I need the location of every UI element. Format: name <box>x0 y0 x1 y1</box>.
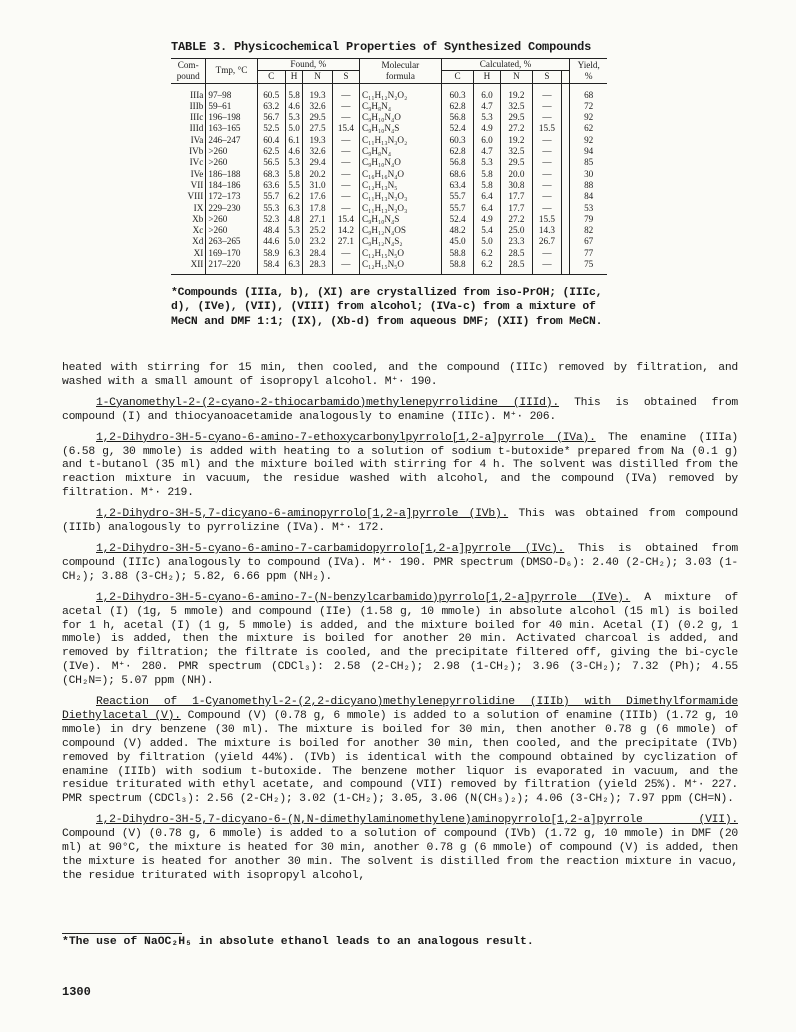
found-cell: 56.7 <box>257 112 285 123</box>
table-row <box>171 203 607 214</box>
calc-cell: — <box>533 112 561 123</box>
calc-cell: 28.5 <box>500 259 533 275</box>
found-cell: 27.1 <box>303 214 332 225</box>
formula-cell: C₁₂H₁₃N₅ <box>360 180 442 191</box>
yield-cell: 92 <box>570 135 607 146</box>
calc-cell: 23.3 <box>500 236 533 247</box>
formula-cell: C₁₂H₁₅N₅O <box>360 248 442 259</box>
calc-cell: 6.0 <box>474 135 500 146</box>
found-cell: 56.5 <box>257 157 285 168</box>
found-cell: — <box>332 157 359 168</box>
calc-spacer <box>561 83 570 101</box>
table-footnote: *Compounds (IIIa, b), (XI) are crystallized from iso-PrOH; (IIIc, d), (IVe), (VII), (VIII) from alcohol; (IVa-c) from a mixture of MeCN and DMF 1:1; (IX), (Xb-d) from aqueous DMF; (XII) from MeCN. <box>171 287 603 328</box>
yield-cell: 79 <box>570 214 607 225</box>
paragraph <box>62 432 738 502</box>
found-n-header: N <box>303 71 332 83</box>
tmp-cell: 263–265 <box>206 236 257 247</box>
calc-cell: 28.5 <box>500 248 533 259</box>
found-cell: 5.3 <box>285 225 302 236</box>
calc-cell: 15.5 <box>533 214 561 225</box>
found-cell: 23.2 <box>303 236 332 247</box>
formula-cell: C₁₆H₁₆N₄O <box>360 169 442 180</box>
col-yield: Yield, % <box>570 59 607 84</box>
yield-cell: 53 <box>570 203 607 214</box>
paragraph <box>62 362 738 390</box>
tmp-cell: >260 <box>206 225 257 236</box>
calc-cell: 6.0 <box>474 83 500 101</box>
tmp-cell: 172–173 <box>206 191 257 202</box>
compound-cell: Xd <box>192 236 204 247</box>
table-row <box>171 112 607 123</box>
calc-cell: 4.9 <box>474 123 500 134</box>
table-row <box>171 135 607 146</box>
found-cell: — <box>332 112 359 123</box>
calc-spacer <box>561 123 570 134</box>
found-cell: 25.2 <box>303 225 332 236</box>
calc-spacer <box>561 225 570 236</box>
found-cell: 15.4 <box>332 123 359 134</box>
found-cell: 17.6 <box>303 191 332 202</box>
yield-cell: 62 <box>570 123 607 134</box>
col-tmp: Tmp, °C <box>206 59 257 84</box>
found-cell: 52.5 <box>257 123 285 134</box>
calc-cell: 55.7 <box>441 191 474 202</box>
calc-spacer <box>561 157 570 168</box>
paragraph-text: A mixture of acetal (I) (1g, 5 mmole) and compound (IIe) (1.58 g, 10 mmole) in absolute alcohol (15 ml) is boiled for 1 h, acetal (I) (1 g, 5 mmole) is added, and the mixture boiled for 40 min. Acetal (I) (0.2 g, 1 mmole) is added, then the mixture is boiled for another 20 min. Activated charcoal is added, and removed by filtration; the filtrate is cooled, and the precipitate filtered off, giving the bi-cycle (IVe). M⁺· 280. PMR spectrum (CDCl₃): 2.58 (2-CH₂); 2.98 (1-CH₂); 3.96 (3-CH₂); 7.32 (Ph); 4.55 (CH₂N=); 5.07 ppm (NH). <box>62 591 738 688</box>
yield-cell: 84 <box>570 191 607 202</box>
compound-cell: XII <box>171 259 206 275</box>
calc-cell: 56.8 <box>441 157 474 168</box>
calc-cell: — <box>533 203 561 214</box>
paragraph-title: 1,2-Dihydro-3H-5-cyano-6-amino-7-ethoxycarbonylpyrrolo[1,2-a]pyrrole (IVa). <box>96 431 596 444</box>
yield-cell: 94 <box>570 146 607 157</box>
paragraph <box>62 592 738 689</box>
found-cell: 14.2 <box>332 225 359 236</box>
calc-spacer <box>561 259 570 275</box>
compound-cell: VII <box>190 179 204 190</box>
found-cell: 4.6 <box>285 146 302 157</box>
tmp-cell: 246–247 <box>206 135 257 146</box>
calc-cell: 17.7 <box>500 203 533 214</box>
table-row <box>171 123 607 134</box>
tmp-cell: 217–220 <box>206 259 257 275</box>
properties-table <box>171 58 607 275</box>
calc-spacer <box>561 214 570 225</box>
table-row <box>171 169 607 180</box>
compound-cell: Xc <box>192 225 204 236</box>
calc-cell: 29.5 <box>500 112 533 123</box>
calc-cell: 4.9 <box>474 214 500 225</box>
table-row <box>171 214 607 225</box>
tmp-cell: 184–186 <box>206 180 257 191</box>
calc-cell: 17.7 <box>500 191 533 202</box>
found-cell: 19.3 <box>303 135 332 146</box>
paragraph-text: Compound (V) (0.78 g, 6 mmole) is added to a solution of compound (IVb) (1.72 g, 10 mmole) in DMF (20 ml) at 90°C, the mixture is heated for 30 min, another 0.78 g (6 mmole) of compound (V) is added, then the mixture is heated for another 30 min. The solvent is distilled from the reaction mixture in vacuo, the residue triturated with isopropyl alcohol, <box>62 828 738 882</box>
calc-cell: 32.5 <box>500 101 533 112</box>
calc-cell: 6.4 <box>474 191 500 202</box>
calc-s-header: S <box>533 71 561 83</box>
table-row <box>171 146 607 157</box>
calc-cell: — <box>533 248 561 259</box>
paragraph-title: 1-Cyanomethyl-2-(2-cyano-2-thiocarbamido)methylenepyrrolidine (IIId). <box>96 396 559 409</box>
paragraph-text: Compound (V) (0.78 g, 6 mmole) is added to a solution of enamine (IIIb) (1.72 g, 10 mmole) in dry benzene (30 ml). The mixture is boiled for 30 min, then another 0.78 g (6 mmole) of compound (V) added. The mixture is boiled for another 30 min, then cooled, and the precipitate (IVb) removed by filtration (yield 44%). (IVb) is identical with the compound obtained by cyclization of enamine (IIIb) with sodium t-butoxide. The benzene mother liquor is evaporated in vacuum, and the residue triturated with ethyl acetate, and compound (VII) removed by filtration (yield 25%). M⁺· 227. PMR spectrum (CDCl₃): 2.56 (2-CH₂); 3.02 (1-CH₂); 3.05, 3.06 (N(CH₃)₂); 4.06 (3-CH₂); 7.97 ppm (CH=N). <box>62 709 738 806</box>
calc-cell: — <box>533 157 561 168</box>
found-cell: 27.1 <box>332 236 359 247</box>
found-cell: 5.5 <box>285 180 302 191</box>
found-cell: 27.5 <box>303 123 332 134</box>
found-cell: 60.4 <box>257 135 285 146</box>
calc-cell: 45.0 <box>441 236 474 247</box>
yield-cell: 77 <box>570 248 607 259</box>
found-cell: — <box>332 83 359 101</box>
tmp-cell: 169–170 <box>206 248 257 259</box>
found-cell: 4.6 <box>285 101 302 112</box>
calc-cell: 62.8 <box>441 101 474 112</box>
calc-cell: 52.4 <box>441 214 474 225</box>
table-row <box>171 157 607 168</box>
tmp-cell: 229–230 <box>206 203 257 214</box>
table-row <box>171 236 607 247</box>
paragraph-title: 1,2-Dihydro-3H-5-cyano-6-amino-7-(N-benzylcarbamido)pyrrolo[1,2-a]pyrrole (IVe). <box>96 591 631 604</box>
calc-cell: 26.7 <box>533 236 561 247</box>
calc-cell: 56.8 <box>441 112 474 123</box>
tmp-cell: 186–188 <box>206 169 257 180</box>
calc-cell: 58.8 <box>441 248 474 259</box>
table-row <box>171 180 607 191</box>
calc-cell: 55.7 <box>441 203 474 214</box>
calc-spacer <box>561 236 570 247</box>
found-cell: 31.0 <box>303 180 332 191</box>
compound-cell: IVc <box>189 157 204 168</box>
found-cell: 62.5 <box>257 146 285 157</box>
paragraph-title: 1,2-Dihydro-3H-5,7-dicyano-6-(N,N-dimethylaminomethylene)aminopyrrolo[1,2-a]pyrrole (VII). <box>96 814 738 827</box>
calc-spacer <box>561 112 570 123</box>
table-caption: TABLE 3. Physicochemical Properties of Synthesized Compounds <box>171 40 592 54</box>
found-cell: 68.3 <box>257 169 285 180</box>
compound-cell: IVb <box>189 146 204 157</box>
formula-cell: C₁₁H₁₃N₃O₂ <box>360 135 442 146</box>
table-row <box>171 248 607 259</box>
formula-cell: C₉H₈N₄ <box>360 101 442 112</box>
found-cell: — <box>332 259 359 275</box>
found-cell: 5.3 <box>285 112 302 123</box>
calc-spacer <box>561 146 570 157</box>
tmp-cell: 59–61 <box>206 101 257 112</box>
found-cell: — <box>332 169 359 180</box>
tmp-cell: 163–165 <box>206 123 257 134</box>
paragraph <box>62 543 738 585</box>
calc-cell: 29.5 <box>500 157 533 168</box>
calc-cell: 19.2 <box>500 83 533 101</box>
calc-cell: 62.8 <box>441 146 474 157</box>
footnote-rule <box>62 933 182 934</box>
found-cell: 6.3 <box>285 259 302 275</box>
found-cell: 55.3 <box>257 203 285 214</box>
compound-cell: IIIb <box>189 100 204 111</box>
paragraph-text: heated with stirring for 15 min, then cooled, and the compound (IIIc) removed by filtration, and washed with a small amount of isopropyl alcohol. M⁺· 190. <box>62 362 738 388</box>
calc-cell: 60.3 <box>441 135 474 146</box>
calc-spacer <box>561 101 570 112</box>
found-cell: 6.2 <box>285 191 302 202</box>
formula-cell: C₉H₁₀N₄S <box>360 123 442 134</box>
found-cell: — <box>332 135 359 146</box>
compound-cell: Xb <box>192 213 204 224</box>
found-cell: 5.0 <box>285 236 302 247</box>
compound-cell: IIIc <box>190 112 204 123</box>
paragraph <box>62 508 738 536</box>
calc-h-header: H <box>474 71 500 83</box>
col-calculated: Calculated, % <box>441 59 570 71</box>
yield-cell: 92 <box>570 112 607 123</box>
calc-cell: 5.4 <box>474 225 500 236</box>
calc-cell: 58.8 <box>441 259 474 275</box>
table-row <box>171 83 607 101</box>
formula-cell: C₉H₁₂N₄S₂ <box>360 236 442 247</box>
found-cell: 63.2 <box>257 101 285 112</box>
found-cell: — <box>332 101 359 112</box>
found-cell: — <box>332 203 359 214</box>
compound-cell: IIIa <box>190 89 204 100</box>
col-compound: Com- pound <box>171 59 206 84</box>
calc-cell: 27.2 <box>500 123 533 134</box>
calc-cell: 6.2 <box>474 248 500 259</box>
found-cell: 4.8 <box>285 214 302 225</box>
found-cell: 29.5 <box>303 112 332 123</box>
page-number: 1300 <box>62 985 91 999</box>
calc-cell: 63.4 <box>441 180 474 191</box>
formula-cell: C₉H₁₀N₄O <box>360 157 442 168</box>
calc-cell: 48.2 <box>441 225 474 236</box>
paragraph-text: This was obtained from compound (IIIb) analogously to pyrrolizine (IVa). M⁺· 172. <box>62 508 738 535</box>
yield-cell: 85 <box>570 157 607 168</box>
yield-cell: 72 <box>570 101 607 112</box>
paragraph-text: This is obtained from compound (IIIc) analogously to compound (IVa). M⁺· 190. PMR spectrum (DMSO-D₆): 2.40 (2-CH₂); 3.03 (1-CH₂); 3.88 (3-CH₂); 5.82, 6.66 ppm (NH₂). <box>62 542 738 583</box>
calc-cell: 25.0 <box>500 225 533 236</box>
formula-cell: C₉H₁₀N₄S <box>360 214 442 225</box>
paragraph-title: 1,2-Dihydro-3H-5-cyano-6-amino-7-carbamidopyrrolo[1,2-a]pyrrole (IVc). <box>96 542 565 555</box>
found-cell: 32.6 <box>303 146 332 157</box>
calc-cell: 27.2 <box>500 214 533 225</box>
calc-cell: 19.2 <box>500 135 533 146</box>
calc-cell: — <box>533 146 561 157</box>
yield-cell: 30 <box>570 169 607 180</box>
calc-spacer <box>561 169 570 180</box>
calc-c-header: C <box>441 71 474 83</box>
tmp-cell: 97–98 <box>206 83 257 101</box>
calc-cell: 5.8 <box>474 169 500 180</box>
calc-cell: — <box>533 180 561 191</box>
found-cell: 32.6 <box>303 101 332 112</box>
found-cell: 19.3 <box>303 83 332 101</box>
calc-cell: 14.3 <box>533 225 561 236</box>
formula-cell: C₉H₁₀N₄O <box>360 112 442 123</box>
found-cell: 52.3 <box>257 214 285 225</box>
found-cell: 5.3 <box>285 157 302 168</box>
calc-cell: 15.5 <box>533 123 561 134</box>
found-cell: — <box>332 248 359 259</box>
paragraph <box>62 814 738 884</box>
calc-spacer <box>561 248 570 259</box>
calc-cell: — <box>533 83 561 101</box>
found-cell: 17.8 <box>303 203 332 214</box>
calc-cell: 60.3 <box>441 83 474 101</box>
calc-spacer <box>561 203 570 214</box>
formula-cell: C₉H₁₂N₄OS <box>360 225 442 236</box>
calc-cell: 5.3 <box>474 112 500 123</box>
found-cell: 29.4 <box>303 157 332 168</box>
calc-cell: — <box>533 101 561 112</box>
formula-cell: C₁₁H₁₃N₃O₃ <box>360 191 442 202</box>
yield-cell: 67 <box>570 236 607 247</box>
calc-cell: 6.4 <box>474 203 500 214</box>
yield-cell: 88 <box>570 180 607 191</box>
table-row <box>171 225 607 236</box>
found-cell: 48.4 <box>257 225 285 236</box>
found-cell: 15.4 <box>332 214 359 225</box>
paragraph <box>62 397 738 425</box>
found-cell: — <box>332 191 359 202</box>
calc-spacer <box>561 180 570 191</box>
formula-cell: C₁₁H₁₃N₃O₃ <box>360 203 442 214</box>
compound-cell: IVe <box>190 168 204 179</box>
calc-cell: 4.7 <box>474 101 500 112</box>
calc-n-header: N <box>500 71 533 83</box>
table-row <box>171 101 607 112</box>
compound-cell: XI <box>193 247 204 258</box>
calc-spacer <box>561 191 570 202</box>
calc-spacer <box>561 71 570 83</box>
yield-cell: 82 <box>570 225 607 236</box>
table-row <box>171 191 607 202</box>
found-cell: 58.9 <box>257 248 285 259</box>
found-cell: 5.0 <box>285 123 302 134</box>
tmp-cell: >260 <box>206 214 257 225</box>
calc-cell: — <box>533 191 561 202</box>
paragraph <box>62 696 738 807</box>
found-cell: 28.3 <box>303 259 332 275</box>
col-formula: Molecular formula <box>360 59 442 84</box>
calc-cell: 68.6 <box>441 169 474 180</box>
calc-cell: 4.7 <box>474 146 500 157</box>
found-cell: 58.4 <box>257 259 285 275</box>
found-s-header: S <box>332 71 359 83</box>
found-cell: 44.6 <box>257 236 285 247</box>
body-text <box>62 362 738 891</box>
found-h-header: H <box>285 71 302 83</box>
tmp-cell: >260 <box>206 157 257 168</box>
calc-cell: — <box>533 259 561 275</box>
paragraph-title: 1,2-Dihydro-3H-5,7-dicyano-6-aminopyrrolo[1,2-a]pyrrole (IVb). <box>96 508 509 521</box>
calc-spacer <box>561 135 570 146</box>
found-cell: 6.1 <box>285 135 302 146</box>
calc-cell: 20.0 <box>500 169 533 180</box>
compound-cell: IIId <box>189 123 204 134</box>
paragraph-text: The enamine (IIIa) (6.58 g, 30 mmole) is added with heating to a solution of sodium t-butoxide* prepared from Na (0.1 g) and t-butanol (35 ml) and the mixture boiled with stirring for 4 h. The solvent was distilled from the reaction mixture in vacuum, the residue washed with alcohol, and the compound (IVa) removed by filtration. M⁺· 219. <box>62 431 738 500</box>
formula-cell: C₁₁H₁₂N₂O₂ <box>360 83 442 101</box>
paragraph-title: Reaction of 1-Cyanomethyl-2-(2,2-dicyano)methylenepyrrolidine (IIIb) with Dimethylformamide Diethylacetal (V). <box>62 696 738 722</box>
calc-cell: 52.4 <box>441 123 474 134</box>
tmp-cell: 196–198 <box>206 112 257 123</box>
formula-cell: C₁₂H₁₅N₅O <box>360 259 442 275</box>
calc-cell: 6.2 <box>474 259 500 275</box>
col-found: Found, % <box>257 59 359 71</box>
tmp-cell: >260 <box>206 146 257 157</box>
found-cell: 5.8 <box>285 169 302 180</box>
found-cell: — <box>332 146 359 157</box>
calc-cell: 5.0 <box>474 236 500 247</box>
found-cell: — <box>332 180 359 191</box>
yield-cell: 75 <box>570 259 607 275</box>
page-footnote: *The use of NaOC₂H₅ in absolute ethanol leads to an analogous result. <box>62 936 534 948</box>
yield-cell: 68 <box>570 83 607 101</box>
calc-cell: — <box>533 169 561 180</box>
found-cell: 6.3 <box>285 248 302 259</box>
calc-cell: 30.8 <box>500 180 533 191</box>
compound-cell: VIII <box>187 191 204 202</box>
found-cell: 20.2 <box>303 169 332 180</box>
found-cell: 6.3 <box>285 203 302 214</box>
found-c-header: C <box>257 71 285 83</box>
calc-cell: 5.8 <box>474 180 500 191</box>
calc-cell: — <box>533 135 561 146</box>
table-row <box>171 259 607 275</box>
compound-cell: IX <box>193 202 204 213</box>
compound-cell: IVa <box>190 134 204 145</box>
found-cell: 63.6 <box>257 180 285 191</box>
calc-cell: 5.3 <box>474 157 500 168</box>
calc-cell: 32.5 <box>500 146 533 157</box>
formula-cell: C₉H₈N₄ <box>360 146 442 157</box>
found-cell: 28.4 <box>303 248 332 259</box>
found-cell: 60.5 <box>257 83 285 101</box>
paragraph-text: This is obtained from compound (I) and thiocyanoacetamide analogously to enamine (IIIc). M⁺· 206. <box>62 396 738 423</box>
found-cell: 55.7 <box>257 191 285 202</box>
found-cell: 5.8 <box>285 83 302 101</box>
